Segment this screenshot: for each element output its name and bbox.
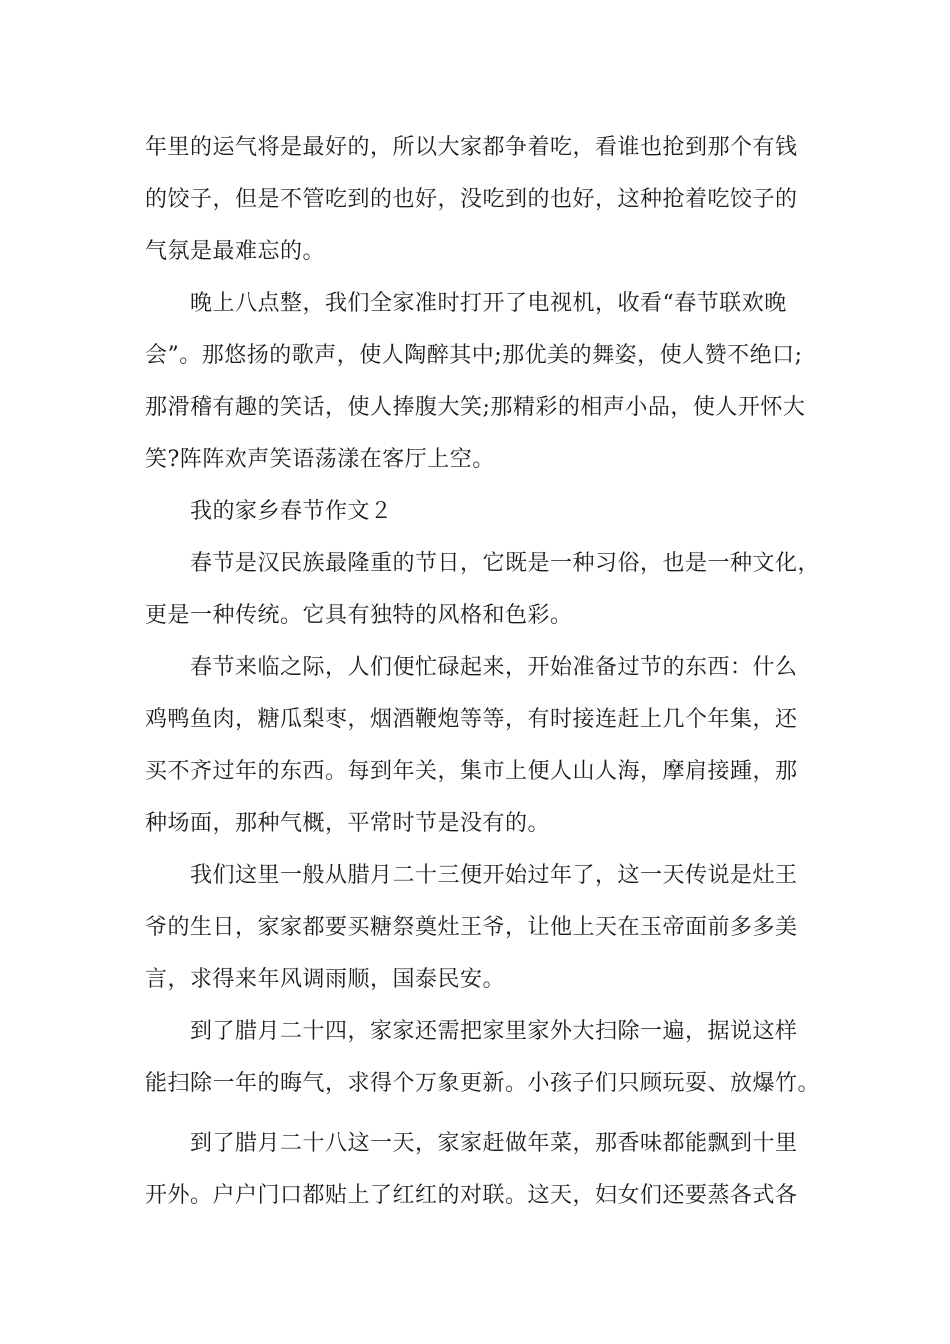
text-line: 言，求得来年风调雨顺，国泰民安。	[145, 967, 506, 992]
text-line: 的饺子，但是不管吃到的也好，没吃到的也好，这种抢着吃饺子的	[145, 187, 798, 212]
text-line: 春节来临之际，人们便忙碌起来，开始准备过节的东西：什么	[190, 655, 798, 680]
text-line: 会”。那悠扬的歌声，使人陶醉其中;那优美的舞姿，使人赞不绝口;	[145, 343, 803, 368]
text-line: 气氛是最难忘的。	[145, 239, 326, 264]
text-line: 更是一种传统。它具有独特的风格和色彩。	[145, 603, 573, 628]
text-line: 爷的生日，家家都要买糖祭奠灶王爷，让他上天在玉帝面前多多美	[145, 915, 798, 940]
text-line: 那滑稽有趣的笑话，使人捧腹大笑;那精彩的相声小品，使人开怀大	[145, 395, 806, 420]
text-line: 种场面，那种气概，平常时节是没有的。	[145, 811, 551, 836]
text-line: 笑?阵阵欢声笑语荡漾在客厅上空。	[145, 447, 495, 472]
text-line: 鸡鸭鱼肉，糖瓜梨枣，烟酒鞭炮等等，有时接连赶上几个年集，还	[145, 707, 798, 732]
text-line: 买不齐过年的东西。每到年关，集市上便人山人海，摩肩接踵，那	[145, 759, 798, 784]
section-heading: 我的家乡春节作文２	[190, 499, 393, 524]
text-line: 春节是汉民族最隆重的节日，它既是一种习俗，也是一种文化，	[190, 551, 821, 576]
text-line: 能扫除一年的晦气，求得个万象更新。小孩子们只顾玩耍、放爆竹。	[145, 1071, 821, 1096]
text-line: 到了腊月二十八这一天，家家赶做年菜，那香味都能飘到十里	[190, 1131, 798, 1156]
text-line: 开外。户户门口都贴上了红红的对联。这天，妇女们还要蒸各式各	[145, 1183, 798, 1208]
text-line: 我们这里一般从腊月二十三便开始过年了，这一天传说是灶王	[190, 863, 798, 888]
text-line: 晚上八点整，我们全家准时打开了电视机，收看“春节联欢晚	[190, 291, 787, 316]
text-line: 到了腊月二十四，家家还需把家里家外大扫除一遍，据说这样	[190, 1019, 798, 1044]
text-line: 年里的运气将是最好的，所以大家都争着吃，看谁也抢到那个有钱	[145, 135, 798, 160]
